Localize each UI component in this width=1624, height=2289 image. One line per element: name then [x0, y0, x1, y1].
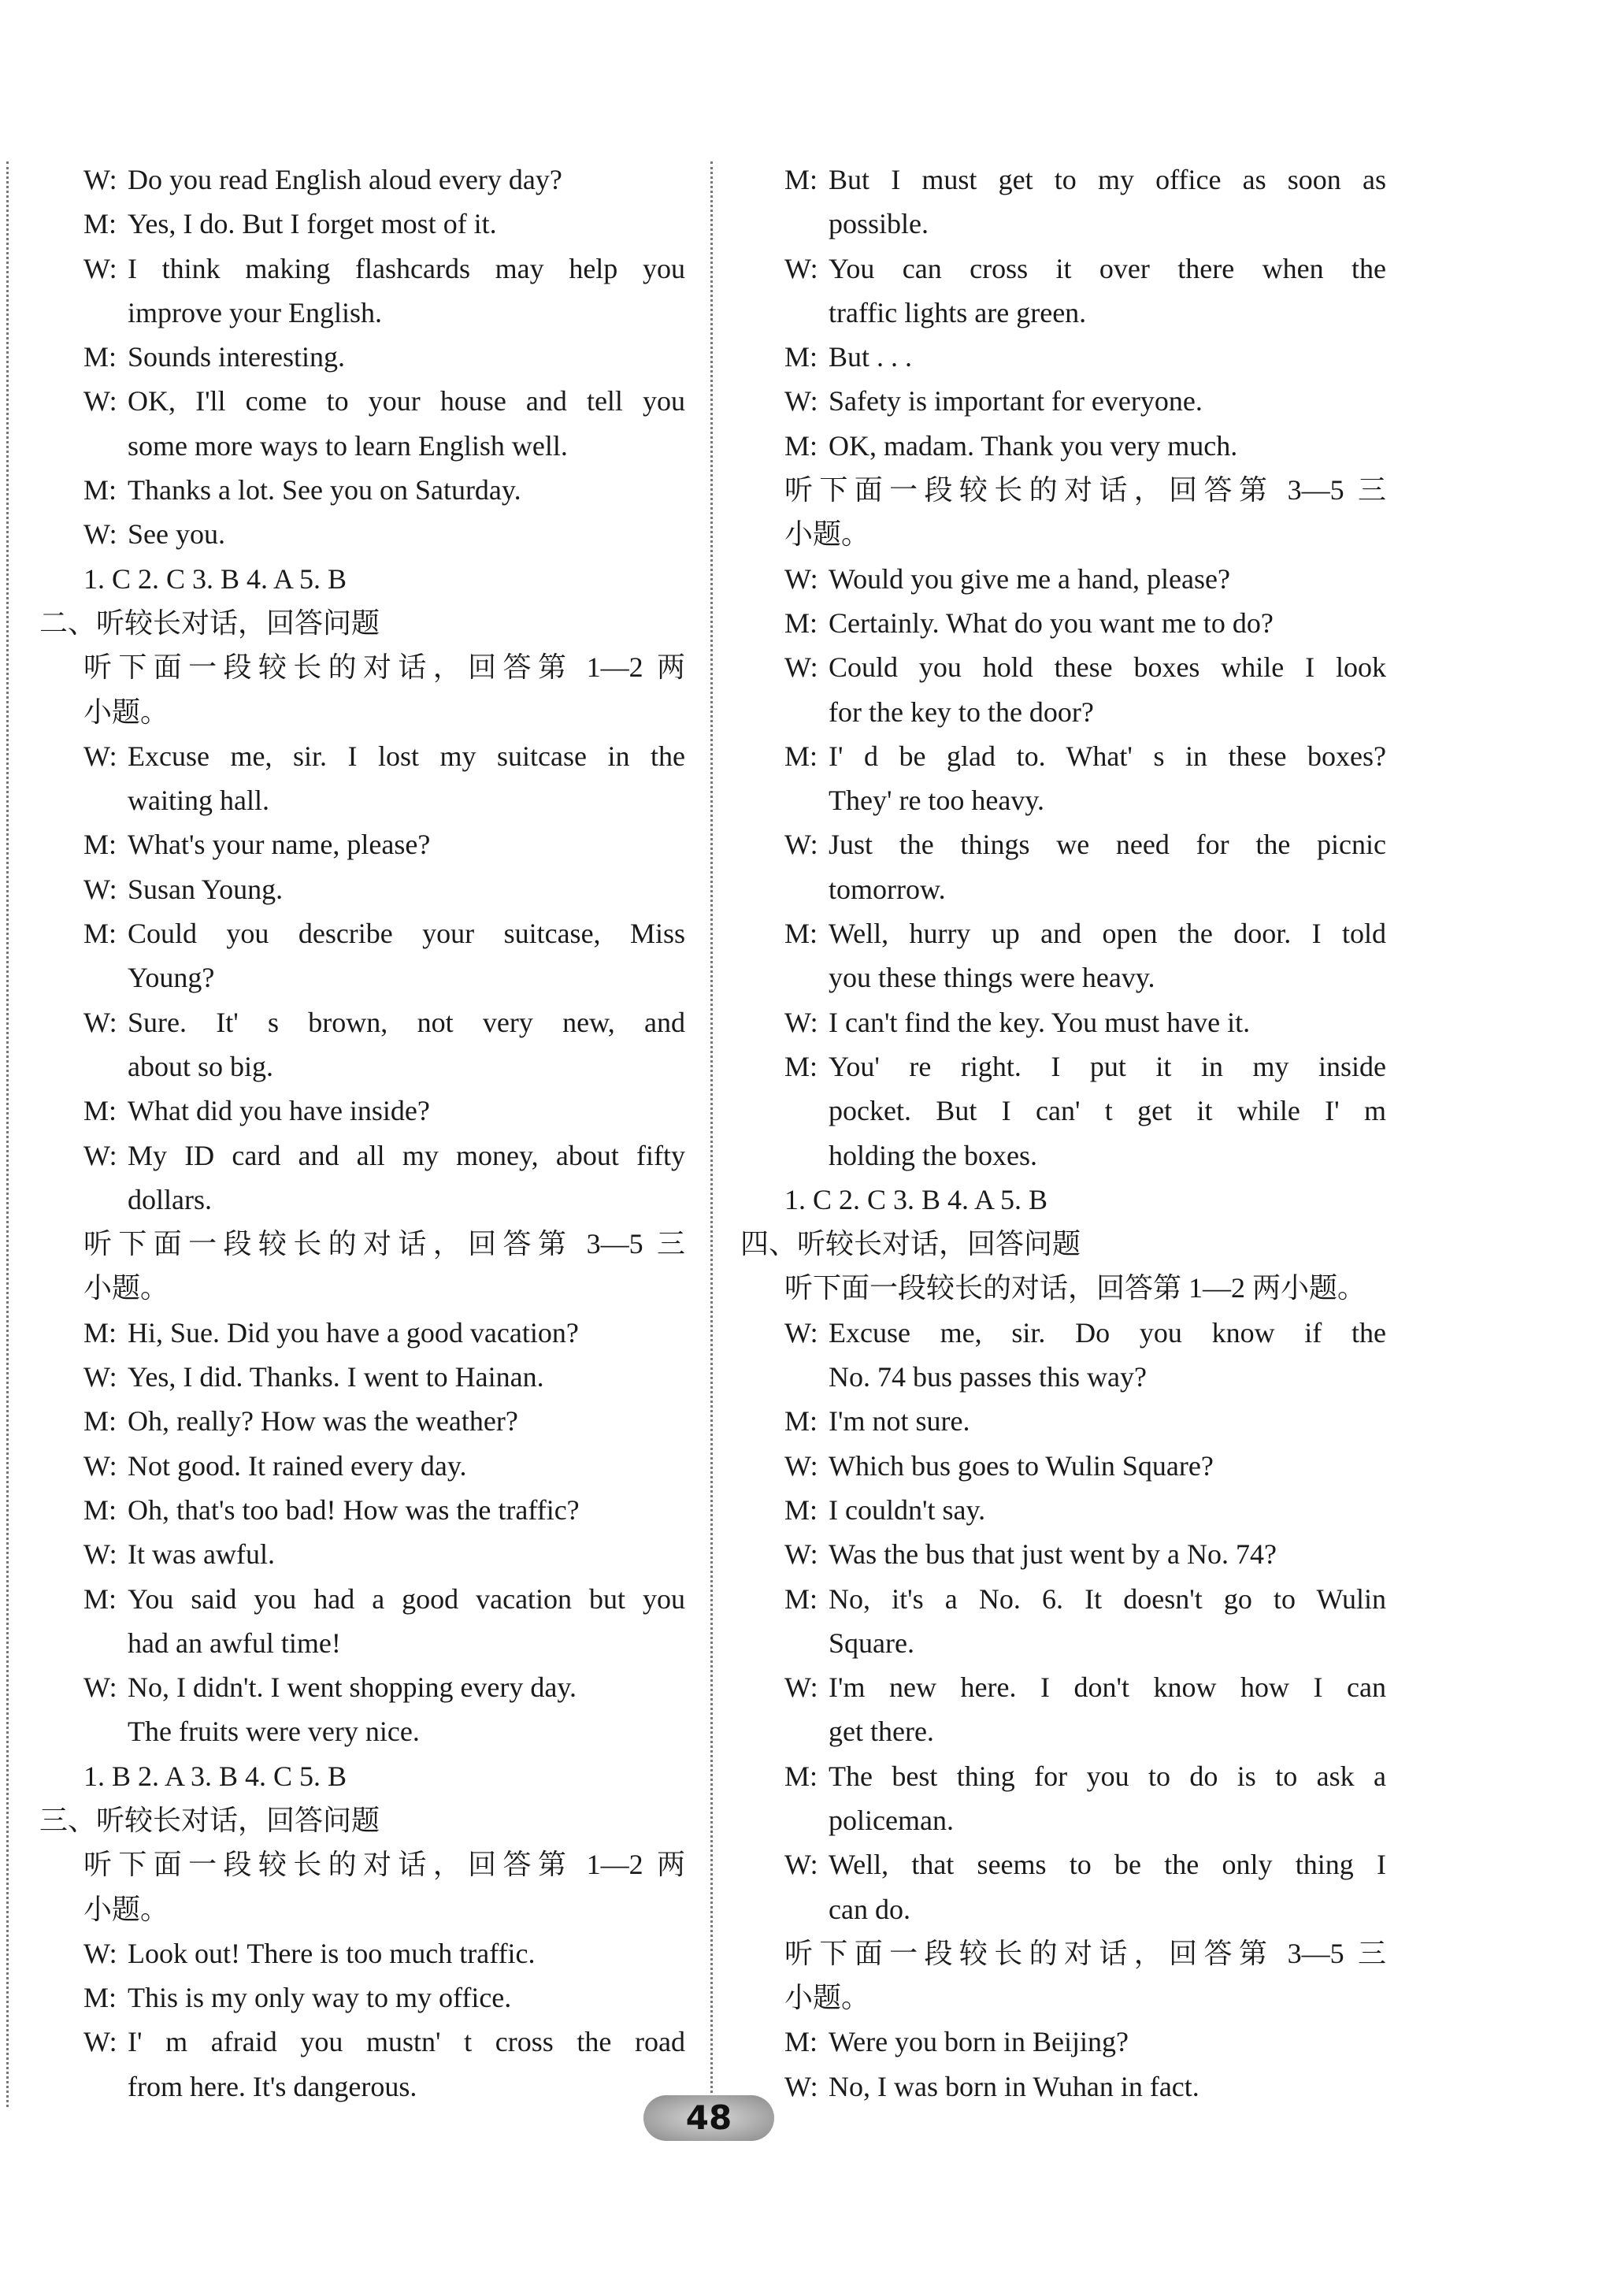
- speaker-label: M:: [784, 607, 818, 639]
- dialogue-continuation: [39, 424, 685, 468]
- dialogue-line: [39, 1931, 685, 1976]
- speaker-label: W:: [83, 164, 117, 195]
- dialogue-line: [39, 1665, 685, 1709]
- dialogue-line: [39, 2020, 685, 2064]
- line-text: 听下面一段较长的对话，回答第 1—2 两: [83, 1849, 685, 1881]
- dialogue-line: [39, 1488, 685, 1532]
- line-text: Young?: [128, 962, 215, 994]
- speaker-label: M:: [83, 1405, 117, 1438]
- speaker-label: M:: [784, 1760, 818, 1792]
- dialogue-text: OK, I'll come to your house and tell you: [128, 385, 685, 417]
- instruction-line: [39, 1887, 685, 1931]
- speaker-label: W:: [83, 518, 117, 551]
- column-divider-dotted-line: [710, 161, 713, 2107]
- speaker-label: M:: [784, 918, 818, 950]
- speaker-label: M:: [784, 740, 818, 772]
- instruction-line: [39, 1842, 685, 1886]
- dialogue-text: Oh, really? How was the weather?: [128, 1405, 518, 1438]
- dialogue-line: [39, 1133, 685, 1178]
- dialogue-text: You said you had a good vacation but you: [128, 1582, 685, 1615]
- dialogue-line: [39, 468, 685, 512]
- dialogue-line: [740, 379, 1386, 423]
- line-text: 听下面一段较长的对话，回答第 3—5 三: [83, 1228, 685, 1260]
- dialogue-continuation: [740, 867, 1386, 911]
- dialogue-line: [740, 424, 1386, 468]
- dialogue-line: [740, 601, 1386, 645]
- instruction-line: [740, 1178, 1386, 1222]
- dialogue-text: Were you born in Beijing?: [829, 2026, 1129, 2058]
- section-heading: [39, 601, 685, 645]
- line-text: can do.: [829, 1893, 910, 1925]
- dialogue-text: OK, madam. Thank you very much.: [829, 429, 1238, 462]
- line-text: 小题。: [83, 1893, 169, 1925]
- left-column: [39, 158, 685, 2109]
- dialogue-text: Oh, that's too bad! How was the traffic?: [128, 1493, 580, 1526]
- speaker-label: M:: [784, 164, 818, 195]
- instruction-line: [39, 557, 685, 601]
- dialogue-continuation: [39, 1178, 685, 1222]
- dialogue-text: Just the things we need for the picnic: [829, 829, 1386, 861]
- line-text: waiting hall.: [128, 785, 269, 817]
- line-text: Square.: [829, 1627, 914, 1659]
- dialogue-line: [740, 1399, 1386, 1443]
- dialogue-text: I' d be glad to. What' s in these boxes?: [829, 740, 1386, 772]
- dialogue-continuation: [39, 955, 685, 1000]
- dialogue-line: [740, 2020, 1386, 2064]
- dialogue-continuation: [740, 690, 1386, 734]
- instruction-line: [39, 1754, 685, 1798]
- line-text: 小题。: [83, 696, 169, 728]
- dialogue-line: [740, 1754, 1386, 1798]
- dialogue-text: Sure. It' s brown, not very new, and: [128, 1006, 685, 1038]
- line-text: 四、听较长对话，回答问题: [740, 1228, 1081, 1260]
- dialogue-text: Sounds interesting.: [128, 341, 345, 373]
- line-text: 听下面一段较长的对话，回答第 1—2 两小题。: [784, 1272, 1366, 1304]
- line-text: get there.: [829, 1716, 934, 1748]
- line-text: 听下面一段较长的对话，回答第 3—5 三: [784, 474, 1386, 506]
- dialogue-line: [740, 1311, 1386, 1355]
- dialogue-line: [740, 1000, 1386, 1044]
- dialogue-text: Would you give me a hand, please?: [829, 562, 1230, 595]
- dialogue-continuation: [39, 778, 685, 822]
- dialogue-line: [39, 202, 685, 246]
- line-text: holding the boxes.: [829, 1139, 1037, 1171]
- dialogue-text: Yes, I did. Thanks. I went to Hainan.: [128, 1361, 544, 1393]
- speaker-label: W:: [784, 1449, 818, 1482]
- dialogue-line: [740, 247, 1386, 291]
- speaker-label: W:: [784, 651, 818, 684]
- instruction-line: [740, 1931, 1386, 1976]
- line-text: traffic lights are green.: [829, 296, 1087, 328]
- dialogue-text: Yes, I do. But I forget most of it.: [128, 208, 497, 240]
- speaker-label: M:: [784, 1405, 818, 1438]
- dialogue-line: [39, 867, 685, 911]
- dialogue-line: [740, 2065, 1386, 2109]
- dialogue-continuation: [740, 1355, 1386, 1399]
- speaker-label: W:: [83, 873, 117, 905]
- dialogue-text: Hi, Sue. Did you have a good vacation?: [128, 1316, 579, 1349]
- dialogue-text: No, I was born in Wuhan in fact.: [829, 2070, 1199, 2102]
- dialogue-text: This is my only way to my office.: [128, 1982, 512, 2014]
- speaker-label: W:: [784, 562, 818, 595]
- dialogue-continuation: [740, 955, 1386, 1000]
- line-text: policeman.: [829, 1804, 954, 1836]
- line-text: you these things were heavy.: [829, 962, 1155, 994]
- speaker-label: W:: [83, 1538, 117, 1571]
- dialogue-line: [740, 1665, 1386, 1709]
- dialogue-continuation: [740, 1798, 1386, 1842]
- dialogue-text: What did you have inside?: [128, 1095, 430, 1127]
- dialogue-text: Excuse me, sir. Do you know if the: [829, 1316, 1386, 1349]
- line-text: 听下面一段较长的对话，回答第 1—2 两: [83, 651, 685, 684]
- section-heading: [740, 1222, 1386, 1266]
- speaker-label: W:: [784, 829, 818, 861]
- dialogue-text: Do you read English aloud every day?: [128, 164, 562, 195]
- dialogue-text: Thanks a lot. See you on Saturday.: [128, 474, 521, 506]
- instruction-line: [39, 645, 685, 689]
- dialogue-line: [39, 335, 685, 379]
- dialogue-continuation: [740, 1621, 1386, 1665]
- dialogue-text: But I must get to my office as soon as: [829, 164, 1386, 195]
- speaker-label: M:: [784, 429, 818, 462]
- dialogue-continuation: [740, 202, 1386, 246]
- page-number: 48: [685, 2098, 732, 2137]
- speaker-label: M:: [83, 341, 117, 373]
- speaker-label: W:: [83, 1361, 117, 1393]
- speaker-label: M:: [83, 1493, 117, 1526]
- line-text: about so big.: [128, 1050, 273, 1082]
- dialogue-text: Look out! There is too much traffic.: [128, 1937, 536, 1969]
- line-text: had an awful time!: [128, 1627, 341, 1659]
- dialogue-line: [39, 1976, 685, 2020]
- dialogue-line: [740, 1577, 1386, 1621]
- dialogue-text: I can't find the key. You must have it.: [829, 1006, 1251, 1038]
- line-text: 1. C 2. C 3. B 4. A 5. B: [83, 562, 347, 595]
- dialogue-line: [39, 911, 685, 955]
- dialogue-line: [740, 158, 1386, 202]
- line-text: 小题。: [83, 1272, 169, 1304]
- dialogue-text: Well, hurry up and open the door. I told: [829, 918, 1386, 950]
- speaker-label: M:: [784, 341, 818, 373]
- dialogue-text: No, it's a No. 6. It doesn't go to Wulin: [829, 1582, 1386, 1615]
- dialogue-text: Excuse me, sir. I lost my suitcase in the: [128, 740, 685, 772]
- speaker-label: M:: [784, 2026, 818, 2058]
- dialogue-text: I couldn't say.: [829, 1493, 986, 1526]
- dialogue-text: It was awful.: [128, 1538, 275, 1571]
- dialogue-continuation: [740, 778, 1386, 822]
- speaker-label: W:: [83, 385, 117, 417]
- dialogue-text: You can cross it over there when the: [829, 252, 1386, 284]
- instruction-line: [39, 1266, 685, 1310]
- line-text: improve your English.: [128, 296, 382, 328]
- dialogue-text: Safety is important for everyone.: [829, 385, 1203, 417]
- dialogue-continuation: [740, 1887, 1386, 1931]
- dialogue-text: No, I didn't. I went shopping every day.: [128, 1671, 577, 1704]
- dialogue-line: [39, 734, 685, 778]
- dialogue-line: [39, 1311, 685, 1355]
- dialogue-continuation: [740, 1089, 1386, 1133]
- dialogue-text: I'm not sure.: [829, 1405, 970, 1438]
- speaker-label: M:: [784, 1050, 818, 1082]
- dialogue-line: [740, 335, 1386, 379]
- speaker-label: M:: [83, 1095, 117, 1127]
- dialogue-line: [39, 158, 685, 202]
- dialogue-line: [39, 1532, 685, 1576]
- dialogue-line: [39, 1577, 685, 1621]
- speaker-label: W:: [83, 740, 117, 772]
- dialogue-line: [39, 1444, 685, 1488]
- speaker-label: W:: [784, 2070, 818, 2102]
- dialogue-line: [740, 1044, 1386, 1089]
- speaker-label: M:: [83, 1582, 117, 1615]
- dialogue-continuation: [39, 1621, 685, 1665]
- dialogue-text: But . . .: [829, 341, 913, 373]
- instruction-line: [39, 690, 685, 734]
- speaker-label: W:: [83, 1449, 117, 1482]
- line-text: from here. It's dangerous.: [128, 2070, 417, 2102]
- instruction-line: [740, 1976, 1386, 2020]
- dialogue-line: [740, 822, 1386, 866]
- dialogue-line: [39, 1355, 685, 1399]
- dialogue-continuation: [740, 1133, 1386, 1178]
- speaker-label: W:: [83, 1006, 117, 1038]
- line-text: 听下面一段较长的对话，回答第 3—5 三: [784, 1937, 1386, 1969]
- speaker-label: M:: [83, 829, 117, 861]
- dialogue-continuation: [39, 291, 685, 335]
- speaker-label: W:: [784, 385, 818, 417]
- line-text: 1. B 2. A 3. B 4. C 5. B: [83, 1760, 347, 1792]
- dialogue-continuation: [740, 1709, 1386, 1753]
- dialogue-text: See you.: [128, 518, 225, 551]
- speaker-label: M:: [83, 918, 117, 950]
- speaker-label: W:: [784, 1849, 818, 1881]
- dialogue-text: You' re right. I put it in my inside: [829, 1050, 1386, 1082]
- dialogue-line: [740, 645, 1386, 689]
- dialogue-line: [740, 1488, 1386, 1532]
- dialogue-text: I'm new here. I don't know how I can: [829, 1671, 1386, 1704]
- instruction-line: [740, 512, 1386, 556]
- dialogue-line: [39, 512, 685, 556]
- dialogue-line: [740, 734, 1386, 778]
- dialogue-text: Well, that seems to be the only thing I: [829, 1849, 1386, 1881]
- dialogue-line: [39, 247, 685, 291]
- dialogue-text: Certainly. What do you want me to do?: [829, 607, 1274, 639]
- line-text: 小题。: [784, 518, 870, 551]
- dialogue-line: [39, 379, 685, 423]
- dialogue-line: [740, 1532, 1386, 1576]
- line-text: for the key to the door?: [829, 696, 1094, 728]
- line-text: They' re too heavy.: [829, 785, 1045, 817]
- dialogue-line: [39, 822, 685, 866]
- dialogue-text: The best thing for you to do is to ask a: [829, 1760, 1386, 1792]
- left-margin-dotted-line: [6, 161, 9, 2107]
- line-text: 小题。: [784, 1982, 870, 2014]
- speaker-label: M:: [83, 208, 117, 240]
- dialogue-text: Which bus goes to Wulin Square?: [829, 1449, 1214, 1482]
- dialogue-continuation: [39, 2065, 685, 2109]
- dialogue-text: I' m afraid you mustn' t cross the road: [128, 2026, 685, 2058]
- dialogue-line: [39, 1399, 685, 1443]
- speaker-label: W:: [83, 1139, 117, 1171]
- line-text: possible.: [829, 208, 929, 240]
- dialogue-text: Was the bus that just went by a No. 74?: [829, 1538, 1277, 1571]
- speaker-label: W:: [83, 1671, 117, 1704]
- speaker-label: W:: [784, 1316, 818, 1349]
- speaker-label: M:: [784, 1493, 818, 1526]
- line-text: dollars.: [128, 1183, 212, 1215]
- speaker-label: W:: [83, 1937, 117, 1969]
- speaker-label: M:: [83, 1316, 117, 1349]
- dialogue-text: Not good. It rained every day.: [128, 1449, 467, 1482]
- speaker-label: W:: [784, 1538, 818, 1571]
- speaker-label: M:: [83, 474, 117, 506]
- speaker-label: W:: [784, 1671, 818, 1704]
- line-text: The fruits were very nice.: [128, 1716, 420, 1748]
- speaker-label: W:: [83, 252, 117, 284]
- speaker-label: W:: [784, 252, 818, 284]
- dialogue-text: I think making flashcards may help you: [128, 252, 685, 284]
- instruction-line: [740, 468, 1386, 512]
- line-text: some more ways to learn English well.: [128, 429, 568, 462]
- line-text: 三、听较长对话，回答问题: [39, 1804, 380, 1836]
- speaker-label: M:: [83, 1982, 117, 2014]
- dialogue-text: My ID card and all my money, about fifty: [128, 1139, 685, 1171]
- speaker-label: W:: [83, 2026, 117, 2058]
- instruction-line: [39, 1222, 685, 1266]
- dialogue-continuation: [740, 291, 1386, 335]
- dialogue-continuation: [39, 1044, 685, 1089]
- right-column: [740, 158, 1386, 2109]
- dialogue-text: Susan Young.: [128, 873, 284, 905]
- dialogue-line: [740, 1842, 1386, 1886]
- speaker-label: W:: [784, 1006, 818, 1038]
- dialogue-continuation: [39, 1709, 685, 1753]
- line-text: tomorrow.: [829, 873, 946, 905]
- section-heading: [39, 1798, 685, 1842]
- line-text: 二、听较长对话，回答问题: [39, 607, 380, 639]
- dialogue-line: [39, 1089, 685, 1133]
- line-text: pocket. But I can' t get it while I' m: [829, 1095, 1386, 1127]
- dialogue-text: What's your name, please?: [128, 829, 431, 861]
- line-text: 1. C 2. C 3. B 4. A 5. B: [784, 1183, 1048, 1215]
- dialogue-text: Could you describe your suitcase, Miss: [128, 918, 685, 950]
- speaker-label: M:: [784, 1582, 818, 1615]
- dialogue-line: [740, 1444, 1386, 1488]
- dialogue-line: [740, 557, 1386, 601]
- line-text: No. 74 bus passes this way?: [829, 1361, 1147, 1393]
- dialogue-line: [39, 1000, 685, 1044]
- dialogue-text: Could you hold these boxes while I look: [829, 651, 1386, 684]
- instruction-line: [740, 1266, 1386, 1310]
- dialogue-line: [740, 911, 1386, 955]
